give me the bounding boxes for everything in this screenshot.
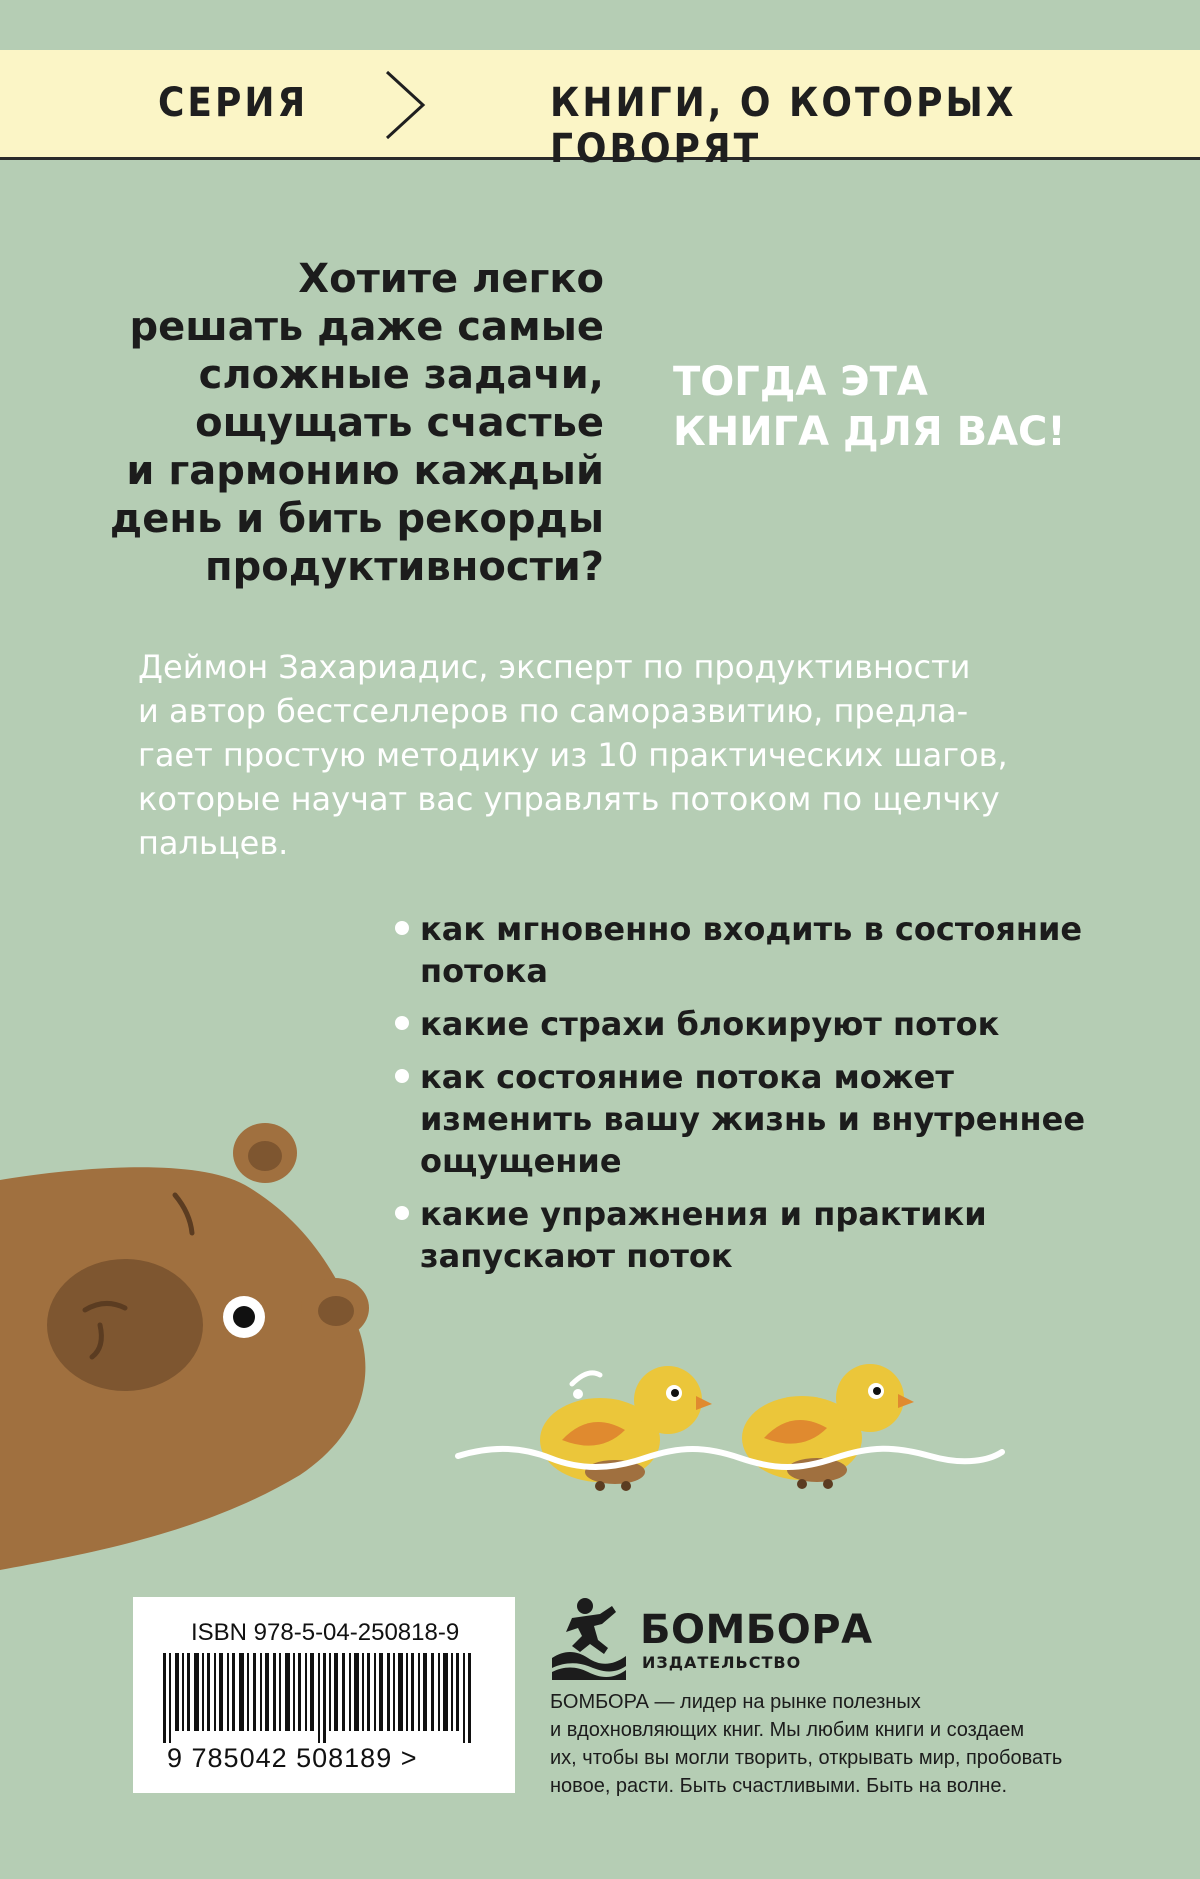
list-item-text: как состояние потока может изменить вашу жизнь и внутреннее ощущение <box>420 1058 1086 1180</box>
list-item-text: как мгновенно входить в состояние потока <box>420 910 1083 990</box>
barcode-panel <box>133 1597 515 1793</box>
barcode-digits: 9 785042 508189 > <box>167 1743 418 1773</box>
book-description: Деймон Захариадис, эксперт по продуктивности и автор бестселлеров по саморазвитию, предла- гает простую методику из 10 практических шагов, которые научат вас управлять потоком по щелчку пальцев. <box>138 648 1008 862</box>
bullet-dot-icon <box>395 1069 409 1083</box>
bullet-dot-icon <box>395 1206 409 1220</box>
benefit-list <box>395 908 1155 1288</box>
barcode-icon <box>161 1653 491 1743</box>
list-item <box>395 1003 1155 1045</box>
bullet-dot-icon <box>395 921 409 935</box>
headline-answer: ТОГДА ЭТА КНИГА ДЛЯ ВАС! <box>673 359 1066 455</box>
publisher-subtitle: ИЗДАТЕЛЬСТВО <box>642 1653 802 1672</box>
publisher-name: БОМБОРА <box>640 1607 873 1653</box>
list-item <box>395 1193 1155 1277</box>
list-item-text: какие страхи блокируют поток <box>420 1005 1000 1043</box>
isbn-text: ISBN 978-5-04-250818-9 <box>191 1619 460 1646</box>
chevron-right-icon <box>383 68 427 142</box>
publisher-about: БОМБОРА — лидер на рынке полезных и вдохновляющих книг. Мы любим книги и создаем их, чтобы вы могли творить, открывать мир, пробовать новое, расти. Быть счастливыми. Быть на волне. <box>550 1691 1063 1797</box>
bullet-dot-icon <box>395 1016 409 1030</box>
series-banner <box>0 50 1200 172</box>
list-item <box>395 908 1155 992</box>
list-item <box>395 1056 1155 1182</box>
series-label: СЕРИЯ <box>158 80 309 126</box>
list-item-text: какие упражнения и практики запускают поток <box>420 1195 987 1275</box>
series-title: КНИГИ, О КОТОРЫХ ГОВОРЯТ <box>550 80 1017 172</box>
bombora-logo-icon <box>550 1596 630 1680</box>
capybara-illustration <box>0 1115 380 1575</box>
ducks-illustration <box>450 1360 1010 1510</box>
headline-question: Хотите легко решать даже самые сложные задачи, ощущать счастье и гармонию каждый день и бить рекорды продуктивности? <box>109 256 604 590</box>
